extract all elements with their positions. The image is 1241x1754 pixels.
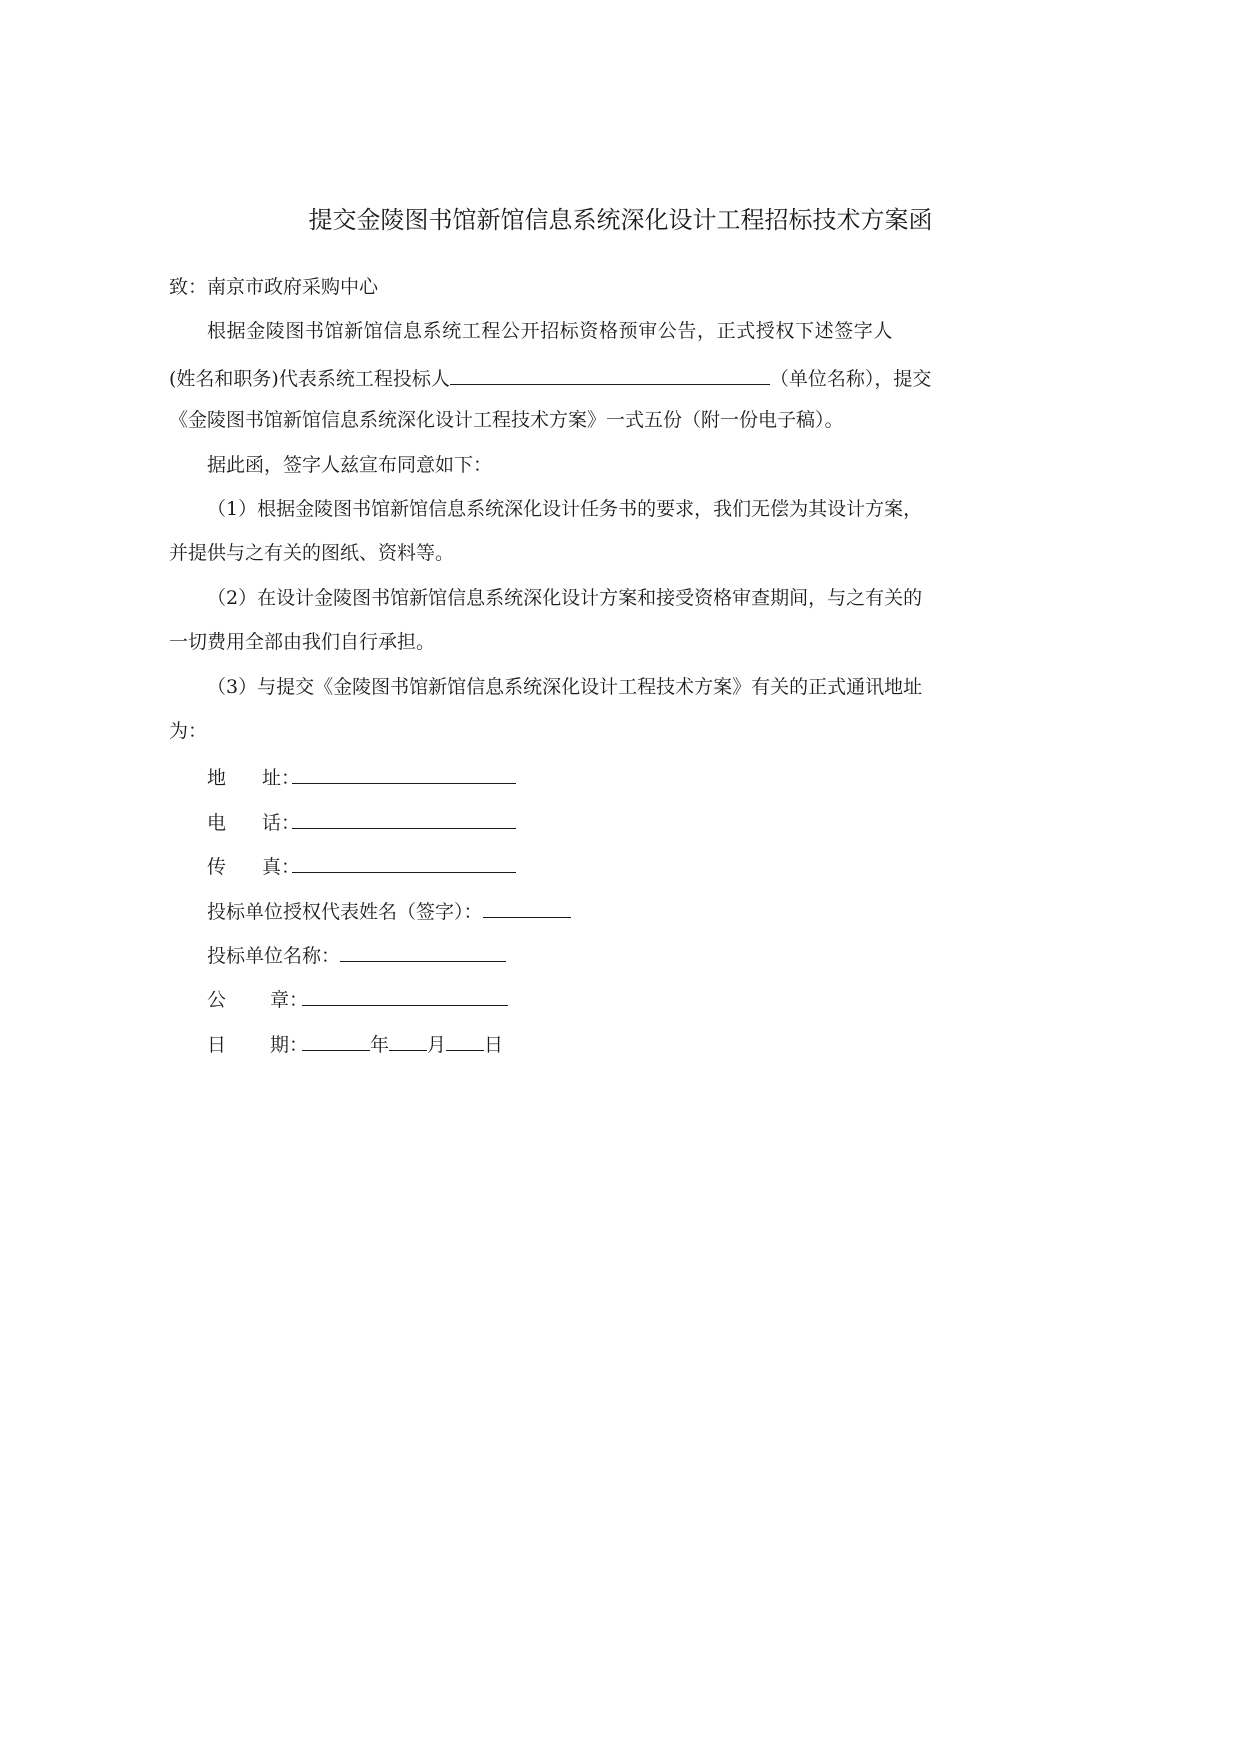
day-blank [446, 1030, 484, 1051]
item3-line2: 为： [169, 720, 208, 742]
unit-name-field [207, 941, 506, 968]
rep-name-field [207, 897, 571, 924]
phone-blank [292, 808, 516, 829]
recipient-line: 致：南京市政府采购中心 [169, 276, 379, 298]
para1-line2-end: （单位名称），提交 [769, 368, 932, 390]
fax-label-1: 传 [207, 856, 227, 878]
unit-name-label: 投标单位名称： [207, 945, 341, 967]
date-label-2: 期： [270, 1034, 309, 1056]
rep-name-label: 投标单位授权代表姓名（签字）： [207, 901, 483, 923]
item2-line1: （2）在设计金陵图书馆新馆信息系统深化设计方案和接受资格审查期间，与之有关的 [207, 587, 923, 609]
item1-line1: （1）根据金陵图书馆新馆信息系统深化设计任务书的要求，我们无偿为其设计方案， [207, 498, 923, 520]
rep-name-blank [483, 897, 571, 918]
date-label-1: 日 [207, 1034, 227, 1056]
phone-label-2: 话： [262, 812, 301, 834]
address-label-1: 地 [207, 767, 227, 789]
item3-line1: （3）与提交《金陵图书馆新馆信息系统深化设计工程技术方案》有关的正式通讯地址 [207, 676, 923, 698]
unit-name-blank [340, 941, 506, 962]
year-blank [302, 1030, 370, 1051]
month-blank [389, 1030, 427, 1051]
year-label: 年 [370, 1034, 390, 1056]
bidder-name-blank [450, 364, 770, 385]
phone-label-1: 电 [207, 812, 227, 834]
seal-blank [302, 985, 508, 1006]
para1-line3: 《金陵图书馆新馆信息系统深化设计工程技术方案》一式五份（附一份电子稿）。 [169, 409, 844, 431]
fax-blank [292, 852, 516, 873]
para2-line: 据此函，签字人兹宣布同意如下： [207, 454, 493, 476]
address-label-2: 址： [262, 767, 301, 789]
address-field [207, 763, 516, 790]
date-field [207, 1030, 503, 1057]
seal-label-1: 公 [207, 989, 227, 1011]
seal-label-2: 章： [270, 989, 309, 1011]
para1-line2-start: (姓名和职务)代表系统工程投标人 [169, 368, 450, 390]
phone-field [207, 808, 516, 835]
para1-line2 [169, 364, 931, 391]
day-label: 日 [484, 1034, 504, 1056]
item1-line2: 并提供与之有关的图纸、资料等。 [169, 542, 455, 564]
document-title: 提交金陵图书馆新馆信息系统深化设计工程招标技术方案函 [308, 206, 933, 234]
fax-label-2: 真： [262, 856, 301, 878]
fax-field [207, 852, 516, 879]
seal-field [207, 985, 508, 1012]
month-label: 月 [427, 1034, 447, 1056]
item2-line2: 一切费用全部由我们自行承担。 [169, 631, 436, 653]
para1-line1: 根据金陵图书馆新馆信息系统工程公开招标资格预审公告，正式授权下述签字人 [207, 320, 894, 342]
address-blank [292, 763, 516, 784]
